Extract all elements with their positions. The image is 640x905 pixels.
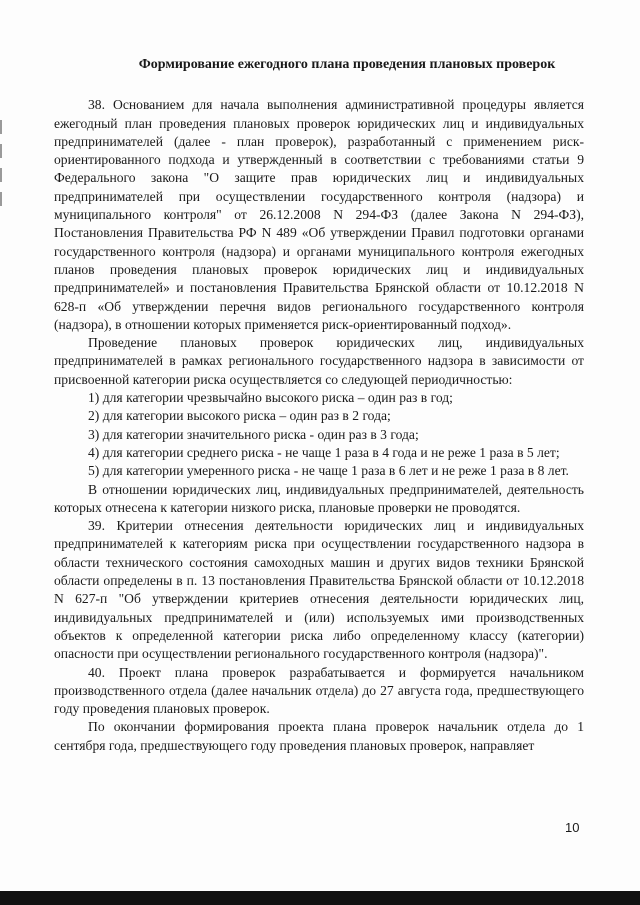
scan-bottom-edge [0, 891, 640, 905]
paragraph-submission: По окончании формирования проекта плана проверок начальник отдела до 1 сентября года, предшествующего году проведения плановых проверок, направляет [54, 719, 584, 753]
document-body [54, 56, 584, 755]
page-number: 10 [565, 820, 580, 835]
paragraph-38: 38. Основанием для начала выполнения административной процедуры является ежегодный план проведения плановых проверок юридических лиц и индивидуальных предпринимателей (далее - план проверок), разработанный с применением риск-ориентированного подхода и утвержденный в соответствии с требованиями статьи 9 Федерального закона "О защите прав юридических лиц и индивидуальных предпринимателей при осуществлении государственного контроля (надзора) и муниципального контроля" от 26.12.2008 N 294-ФЗ (далее Закона N 294-ФЗ), Постановления Правительства РФ N 489 «Об утверждении Правил подготовки органами государственного контроля (надзора) и органами муниципального контроля ежегодных планов проведения плановых проверок юридических лиц и индивидуальных предпринимателей» и постановления Правительства Брянской области от 10.12.2018 N 628-п «Об утверждении перечня видов регионального государственного контроля (надзора), в отношении которых применяется риск-ориентированный подход». [54, 97, 584, 332]
list-item-5: 5) для категории умеренного риска - не чаще 1 раза в 6 лет и не реже 1 раза в 8 лет. [88, 463, 569, 479]
list-item-2: 2) для категории высокого риска – один раз в 2 года; [88, 408, 391, 424]
scan-edge-marks [0, 120, 3, 210]
section-title: Формирование ежегодного плана проведения плановых проверок [138, 57, 556, 72]
list-item-4: 4) для категории среднего риска - не чаще 1 раза в 4 года и не реже 1 раза в 5 лет; [88, 444, 560, 460]
paragraph-periodicity: Проведение плановых проверок юридических лиц, индивидуальных предпринимателей в рамках регионального государственного надзора в зависимости от присвоенной категории риска осуществляется со следующей периодичностью: [54, 335, 584, 387]
paragraph-low-risk: В отношении юридических лиц, индивидуальных предпринимателей, деятельность которых отнесена к категории низкого риска, плановые проверки не проводятся. [54, 481, 584, 515]
paragraph-40: 40. Проект плана проверок разрабатывается и формируется начальником производственного отдела (далее начальник отдела) до 27 августа года, предшествующего году проведения плановых проверок. [54, 664, 584, 717]
list-item-1: 1) для категории чрезвычайно высокого риска – один раз в год; [88, 390, 453, 406]
list-item-3: 3) для категории значительного риска - один раз в 3 года; [88, 426, 419, 442]
paragraph-39: 39. Критерии отнесения деятельности юридических лиц и индивидуальных предпринимателей к категориям риска при осуществлении государственного надзора в области технического состояния самоходных машин и других видов техники Брянской области определены в п. 13 постановления Правительства Брянской области от 10.12.2018 N 627-п "Об утверждении критериев отнесения деятельности юридических лиц, индивидуальных предпринимателей и (или) используемых ими производственных объектов к определенной категории риска либо определенному классу (категории) опасности при осуществлении регионального государственного контроля (надзора)". [54, 518, 584, 662]
